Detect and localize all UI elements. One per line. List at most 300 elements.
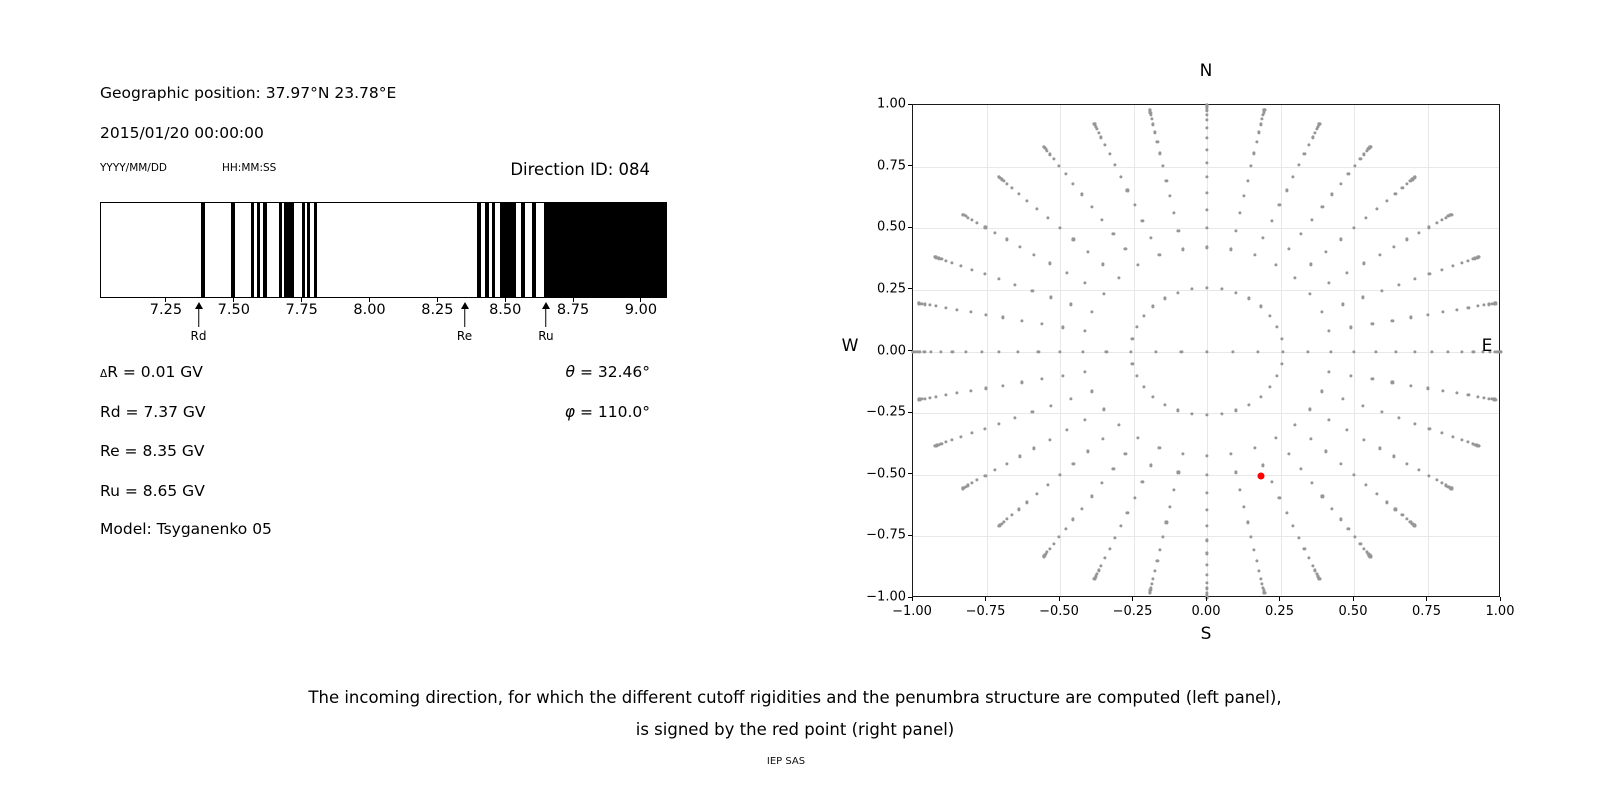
direction-dot bbox=[1238, 489, 1241, 492]
cutoff-arrow-label: Re bbox=[456, 329, 473, 343]
direction-dot bbox=[1119, 524, 1122, 527]
direction-dot bbox=[1058, 473, 1061, 476]
direction-dot bbox=[1142, 314, 1145, 317]
direction-dot bbox=[1257, 569, 1260, 572]
direction-dot bbox=[1287, 452, 1290, 455]
direction-dot bbox=[1086, 250, 1089, 253]
direction-dot bbox=[1253, 446, 1256, 449]
direction-dot bbox=[1010, 514, 1013, 517]
x-tick-label: 8.50 bbox=[489, 302, 522, 318]
direction-dot bbox=[1320, 390, 1323, 393]
direction-dot bbox=[950, 439, 953, 442]
direction-dot bbox=[1440, 482, 1443, 485]
direction-dot bbox=[1150, 118, 1153, 121]
direction-dot bbox=[1158, 548, 1161, 551]
direction-scatter-plot bbox=[912, 104, 1500, 597]
direction-dot bbox=[1050, 296, 1053, 299]
direction-dot bbox=[1341, 303, 1344, 306]
direction-dot bbox=[956, 392, 959, 395]
direction-dot bbox=[1442, 311, 1445, 314]
direction-dot bbox=[1105, 350, 1108, 353]
y-tick-label: −0.75 bbox=[866, 527, 906, 543]
direction-dot bbox=[994, 231, 997, 234]
direction-dot bbox=[1341, 397, 1344, 400]
direction-dot bbox=[1086, 450, 1089, 453]
direction-dot bbox=[1013, 283, 1016, 286]
direction-dot bbox=[965, 350, 968, 353]
direction-dot bbox=[1374, 350, 1377, 353]
compass-label-south: S bbox=[1200, 624, 1212, 644]
direction-dot bbox=[1046, 216, 1049, 219]
direction-dot bbox=[1176, 409, 1179, 412]
direction-dot bbox=[1072, 182, 1075, 185]
direction-dot bbox=[1242, 195, 1245, 198]
direction-dot bbox=[1426, 387, 1429, 390]
gridline-horizontal bbox=[913, 167, 1499, 168]
direction-dot bbox=[934, 305, 937, 308]
y-tick-label: 0.75 bbox=[877, 158, 906, 174]
direction-dot bbox=[1467, 259, 1470, 262]
y-tick-mark bbox=[908, 104, 912, 105]
direction-dot bbox=[1126, 511, 1129, 514]
direction-dot bbox=[1427, 474, 1430, 477]
direction-dot bbox=[1270, 481, 1273, 484]
direction-dot bbox=[940, 442, 943, 445]
direction-dot bbox=[1452, 264, 1455, 267]
direction-dot bbox=[951, 350, 954, 353]
direction-dot bbox=[1460, 350, 1463, 353]
direction-dot bbox=[1149, 236, 1152, 239]
direction-dot bbox=[1084, 330, 1087, 333]
direction-dot bbox=[944, 306, 947, 309]
direction-dot bbox=[1325, 250, 1328, 253]
direction-dot bbox=[1033, 253, 1036, 256]
delta-symbol: Δ bbox=[100, 368, 108, 380]
direction-dot bbox=[1393, 245, 1396, 248]
direction-dot bbox=[1339, 518, 1342, 521]
direction-dot bbox=[1293, 424, 1296, 427]
direction-dot bbox=[1150, 582, 1153, 585]
model-label: Model: Tsyganenko 05 bbox=[100, 520, 272, 538]
direction-dot bbox=[1280, 362, 1283, 365]
direction-dot bbox=[970, 218, 973, 221]
y-tick-mark bbox=[908, 350, 912, 351]
gridline-vertical bbox=[987, 105, 988, 596]
direction-dot bbox=[1181, 452, 1184, 455]
direction-dot bbox=[1261, 582, 1264, 585]
direction-dot bbox=[1005, 462, 1008, 465]
direction-dot bbox=[1084, 370, 1087, 373]
direction-dot bbox=[1129, 350, 1132, 353]
direction-dot bbox=[1100, 136, 1103, 139]
direction-dot bbox=[1362, 153, 1365, 156]
direction-dot bbox=[1083, 281, 1086, 284]
direction-dot bbox=[1141, 481, 1144, 484]
direction-dot bbox=[1310, 218, 1313, 221]
direction-dot bbox=[1234, 229, 1237, 232]
direction-dot bbox=[1018, 245, 1021, 248]
direction-dot bbox=[1205, 148, 1208, 151]
direction-dot bbox=[1205, 191, 1208, 194]
direction-dot bbox=[1248, 297, 1251, 300]
direction-dot bbox=[1148, 592, 1151, 595]
direction-dot bbox=[1205, 118, 1208, 121]
x-tick-label: −0.75 bbox=[965, 604, 1006, 619]
x-tick-mark bbox=[1279, 597, 1280, 601]
direction-dot bbox=[1257, 131, 1260, 134]
direction-dot bbox=[1361, 404, 1364, 407]
direction-dot bbox=[1397, 283, 1400, 286]
direction-dot bbox=[1072, 462, 1075, 465]
direction-dot bbox=[1409, 316, 1412, 319]
direction-dot bbox=[1118, 424, 1121, 427]
direction-dot bbox=[1309, 408, 1312, 411]
direction-dot bbox=[1380, 289, 1383, 292]
direction-dot bbox=[1331, 507, 1334, 510]
direction-dot bbox=[1048, 262, 1051, 265]
cutoff-arrow-stem bbox=[198, 308, 200, 327]
direction-dot bbox=[1235, 409, 1238, 412]
direction-dot bbox=[1347, 172, 1350, 175]
direction-dot bbox=[1330, 350, 1333, 353]
y-tick-mark bbox=[908, 535, 912, 536]
direction-dot bbox=[1363, 438, 1366, 441]
direction-dot bbox=[1108, 547, 1111, 550]
direction-dot bbox=[1048, 153, 1051, 156]
direction-dot bbox=[1158, 446, 1161, 449]
direction-dot bbox=[1205, 246, 1208, 249]
direction-dot bbox=[1310, 482, 1313, 485]
direction-dot bbox=[1100, 564, 1103, 567]
direction-dot bbox=[970, 268, 973, 271]
direction-dot bbox=[1309, 292, 1312, 295]
x-tick-label: 8.75 bbox=[556, 302, 590, 318]
direction-dot bbox=[1005, 238, 1008, 241]
gridline-horizontal bbox=[913, 290, 1499, 291]
direction-dot bbox=[1135, 374, 1138, 377]
direction-dot bbox=[1205, 454, 1208, 457]
direction-dot bbox=[1119, 175, 1122, 178]
direction-dot bbox=[1080, 193, 1083, 196]
direction-dot bbox=[969, 311, 972, 314]
direction-dot bbox=[1309, 263, 1312, 266]
direction-dot bbox=[1177, 471, 1180, 474]
direction-dot bbox=[1149, 464, 1152, 467]
direction-dot bbox=[1292, 175, 1295, 178]
caption-line-1: The incoming direction, for which the different cutoff rigidities and the penumbra structure are computed (left panel), bbox=[308, 688, 1282, 707]
gridline-vertical bbox=[1428, 105, 1429, 596]
direction-dot bbox=[1100, 218, 1103, 221]
direction-dot bbox=[970, 432, 973, 435]
direction-dot bbox=[1401, 514, 1404, 517]
direction-dot bbox=[1093, 578, 1096, 581]
direction-dot bbox=[923, 397, 926, 400]
penumbra-bar bbox=[302, 203, 305, 297]
rd-value: Rd = 7.37 GV bbox=[100, 402, 206, 421]
delta-r-value: ΔR = 0.01 GV bbox=[100, 363, 203, 381]
direction-dot bbox=[1259, 123, 1262, 126]
direction-dot bbox=[1477, 444, 1480, 447]
direction-dot bbox=[1361, 296, 1364, 299]
direction-dot bbox=[1452, 435, 1455, 438]
penumbra-bar bbox=[279, 203, 282, 297]
direction-dot bbox=[1234, 471, 1237, 474]
direction-dot bbox=[961, 487, 964, 490]
penumbra-bar bbox=[263, 203, 267, 297]
direction-dot bbox=[1081, 350, 1084, 353]
x-tick-label: 7.50 bbox=[217, 302, 250, 318]
direction-dot bbox=[1440, 218, 1443, 221]
direction-dot bbox=[1246, 179, 1249, 182]
direction-dot bbox=[1065, 428, 1068, 431]
direction-dot bbox=[1262, 236, 1265, 239]
direction-dot bbox=[1256, 350, 1259, 353]
penumbra-bar bbox=[257, 203, 260, 297]
direction-dot bbox=[1205, 491, 1208, 494]
direction-dot bbox=[1331, 193, 1334, 196]
x-tick-label: −1.00 bbox=[892, 604, 932, 619]
direction-dot bbox=[1103, 144, 1106, 147]
direction-dot bbox=[1058, 350, 1061, 353]
direction-dot bbox=[950, 261, 953, 264]
direction-dot bbox=[976, 221, 979, 224]
direction-dot bbox=[1133, 204, 1136, 207]
direction-dot bbox=[1205, 176, 1208, 179]
x-tick-mark bbox=[1426, 597, 1427, 601]
direction-dot bbox=[1394, 192, 1397, 195]
penumbra-bar bbox=[201, 203, 206, 297]
direction-dot bbox=[1406, 462, 1409, 465]
direction-dot bbox=[1467, 441, 1470, 444]
direction-dot bbox=[1467, 393, 1470, 396]
direction-dot bbox=[970, 482, 973, 485]
direction-dot bbox=[1303, 547, 1306, 550]
y-tick-label: −0.25 bbox=[866, 404, 906, 420]
direction-dot bbox=[1321, 495, 1324, 498]
direction-dot bbox=[934, 444, 937, 447]
direction-dot bbox=[940, 258, 943, 261]
direction-dot bbox=[923, 303, 926, 306]
cutoff-arrow-label: Ru bbox=[538, 329, 554, 343]
x-tick-label: 7.25 bbox=[149, 302, 183, 318]
theta-value: θ = 32.46° bbox=[565, 363, 650, 381]
direction-dot bbox=[1461, 439, 1464, 442]
re-value: Re = 8.35 GV bbox=[100, 442, 205, 460]
direction-dot bbox=[1476, 395, 1479, 398]
direction-dot bbox=[1417, 469, 1420, 472]
direction-dot bbox=[1018, 455, 1021, 458]
direction-dot bbox=[1154, 350, 1157, 353]
direction-dot bbox=[956, 308, 959, 311]
direction-dot bbox=[1287, 247, 1290, 250]
direction-dot bbox=[1385, 199, 1388, 202]
direction-dot bbox=[1064, 527, 1067, 530]
selected-direction-red-point bbox=[1258, 472, 1265, 479]
direction-dot bbox=[1165, 179, 1168, 182]
penumbra-bar bbox=[231, 203, 235, 297]
direction-dot bbox=[1405, 517, 1408, 520]
cutoff-arrow-stem bbox=[464, 308, 466, 327]
direction-dot bbox=[1428, 427, 1431, 430]
direction-dot bbox=[1002, 316, 1005, 319]
direction-dot bbox=[1413, 176, 1416, 179]
direction-dot bbox=[1394, 350, 1397, 353]
geographic-position-label: Geographic position: 37.97°N 23.78°E bbox=[100, 84, 397, 102]
direction-id-label: Direction ID: 084 bbox=[510, 160, 650, 179]
direction-dot bbox=[1369, 555, 1372, 558]
direction-dot bbox=[1040, 322, 1043, 325]
direction-dot bbox=[1413, 524, 1416, 527]
penumbra-plot bbox=[100, 202, 667, 298]
direction-dot bbox=[1401, 186, 1404, 189]
direction-dot bbox=[1020, 381, 1023, 384]
direction-dot bbox=[1205, 414, 1208, 417]
compass-label-west: W bbox=[841, 336, 859, 356]
direction-dot bbox=[944, 393, 947, 396]
direction-dot bbox=[1328, 418, 1331, 421]
direction-dot bbox=[1346, 271, 1349, 274]
direction-dot bbox=[1124, 247, 1127, 250]
direction-dot bbox=[1205, 552, 1208, 555]
datetime-label: 2015/01/20 00:00:00 bbox=[100, 124, 264, 142]
direction-dot bbox=[1394, 508, 1397, 511]
direction-dot bbox=[1263, 592, 1266, 595]
direction-dot bbox=[1156, 141, 1159, 144]
x-tick-label: 0.00 bbox=[1191, 604, 1221, 619]
direction-dot bbox=[1152, 395, 1155, 398]
y-tick-mark bbox=[908, 165, 912, 166]
direction-dot bbox=[1450, 487, 1453, 490]
caption-line-2: is signed by the red point (right panel) bbox=[635, 720, 955, 739]
direction-dot bbox=[1285, 189, 1288, 192]
direction-dot bbox=[1428, 273, 1431, 276]
direction-dot bbox=[1205, 573, 1208, 576]
direction-dot bbox=[1318, 122, 1321, 125]
direction-dot bbox=[1113, 536, 1116, 539]
direction-dot bbox=[1153, 569, 1156, 572]
direction-dot bbox=[959, 435, 962, 438]
penumbra-bar bbox=[492, 203, 496, 297]
direction-dot bbox=[1365, 216, 1368, 219]
direction-dot bbox=[1006, 182, 1009, 185]
direction-dot bbox=[1205, 524, 1208, 527]
y-tick-mark bbox=[908, 473, 912, 474]
direction-dot bbox=[928, 304, 931, 307]
direction-dot bbox=[1173, 211, 1176, 214]
direction-dot bbox=[1135, 325, 1138, 328]
direction-dot bbox=[1347, 527, 1350, 530]
direction-dot bbox=[1205, 127, 1208, 130]
direction-dot bbox=[1205, 508, 1208, 511]
direction-dot bbox=[939, 350, 942, 353]
penumbra-bars bbox=[101, 203, 666, 297]
direction-dot bbox=[1052, 157, 1055, 160]
direction-dot bbox=[1013, 417, 1016, 420]
direction-dot bbox=[1483, 396, 1486, 399]
direction-dot bbox=[1327, 330, 1330, 333]
direction-dot bbox=[1126, 189, 1129, 192]
direction-dot bbox=[1248, 403, 1251, 406]
penumbra-bar bbox=[521, 203, 525, 297]
direction-dot bbox=[1413, 422, 1416, 425]
direction-dot bbox=[1220, 412, 1223, 415]
direction-dot bbox=[1042, 555, 1045, 558]
x-tick-mark bbox=[912, 597, 913, 601]
direction-dot bbox=[1270, 219, 1273, 222]
direction-dot bbox=[1441, 268, 1444, 271]
direction-dot bbox=[1070, 397, 1073, 400]
direction-dot bbox=[1406, 238, 1409, 241]
direction-dot bbox=[1409, 384, 1412, 387]
penumbra-bar bbox=[500, 203, 516, 297]
direction-dot bbox=[1494, 302, 1497, 305]
y-tick-mark bbox=[908, 412, 912, 413]
direction-dot bbox=[1181, 248, 1184, 251]
direction-dot bbox=[1235, 291, 1238, 294]
direction-dot bbox=[1325, 450, 1328, 453]
direction-dot bbox=[1280, 337, 1283, 340]
direction-dot bbox=[1303, 153, 1306, 156]
direction-dot bbox=[1169, 505, 1172, 508]
direction-dot bbox=[1261, 118, 1264, 121]
gridline-horizontal bbox=[913, 536, 1499, 537]
direction-dot bbox=[1163, 297, 1166, 300]
direction-dot bbox=[1050, 404, 1053, 407]
direction-dot bbox=[1413, 278, 1416, 281]
direction-dot bbox=[1124, 452, 1127, 455]
direction-dot bbox=[998, 350, 1001, 353]
direction-dot bbox=[1238, 211, 1241, 214]
direction-dot bbox=[1242, 505, 1245, 508]
direction-dot bbox=[1006, 517, 1009, 520]
direction-dot bbox=[1426, 313, 1429, 316]
direction-dot bbox=[1102, 292, 1105, 295]
x-tick-mark bbox=[1059, 597, 1060, 601]
direction-dot bbox=[1017, 508, 1020, 511]
compass-label-east: E bbox=[1481, 336, 1493, 356]
direction-dot bbox=[1259, 577, 1262, 580]
gridline-vertical bbox=[1134, 105, 1135, 596]
y-tick-label: 0.00 bbox=[877, 343, 906, 358]
direction-dot bbox=[1413, 350, 1416, 353]
direction-dot bbox=[1339, 462, 1342, 465]
x-tick-label: 0.50 bbox=[1338, 604, 1368, 619]
direction-dot bbox=[1035, 493, 1038, 496]
direction-dot bbox=[1321, 205, 1324, 208]
penumbra-bar bbox=[307, 203, 311, 297]
direction-dot bbox=[1061, 374, 1064, 377]
direction-dot bbox=[1205, 209, 1208, 212]
direction-dot bbox=[1299, 232, 1302, 235]
direction-dot bbox=[1274, 263, 1277, 266]
direction-dot bbox=[1314, 569, 1317, 572]
direction-dot bbox=[1205, 286, 1208, 289]
direction-dot bbox=[1142, 385, 1145, 388]
direction-dot bbox=[1091, 310, 1094, 313]
x-tick-label: 8.25 bbox=[421, 302, 454, 318]
direction-dot bbox=[1070, 303, 1073, 306]
direction-dot bbox=[1285, 511, 1288, 514]
direction-dot bbox=[1102, 408, 1105, 411]
x-tick-label: 0.75 bbox=[1412, 604, 1441, 619]
x-tick-label: −0.50 bbox=[1039, 604, 1079, 619]
ru-value: Ru = 8.65 GV bbox=[100, 481, 205, 500]
direction-dot bbox=[1446, 350, 1449, 353]
direction-dot bbox=[1133, 496, 1136, 499]
direction-dot bbox=[976, 479, 979, 482]
x-tick-mark bbox=[1206, 597, 1207, 601]
direction-dot bbox=[918, 350, 921, 353]
